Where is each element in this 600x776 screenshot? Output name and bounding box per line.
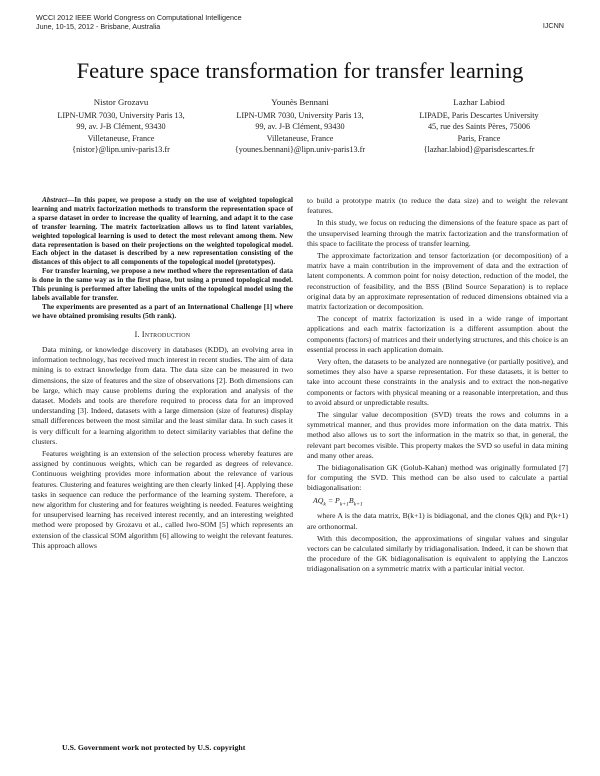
body-paragraph: Very often, the datasets to be analyzed are nonnegative (or partially positive), and sometimes they also have a sparse representation. For these datasets, it is better to take into account these constraints in the analysis and to extract the non-negative components or factors with physical meaning or a reasonable interpretation, and thus to avoid absurd or unpredictable results. [307, 357, 568, 407]
body-paragraph: to build a prototype matrix (to reduce the data size) and to weight the relevant features. [307, 196, 568, 216]
author-city: Paris, France [457, 133, 501, 143]
author-address: 99, av. J-B Clément, 93430 [255, 122, 345, 132]
author-list [32, 97, 568, 156]
body-paragraph: The concept of matrix factorization is used in a wide range of important applications and each matrix factorization is a different assumption about the components (factors) of matrices and their underlying structures, and this choice is an essential process in each application domain. [307, 314, 568, 354]
author-name: Nistor Grozavu [93, 97, 149, 107]
section-heading: I. Introduction [134, 329, 191, 339]
body-paragraph: In this study, we focus on reducing the dimensions of the feature space as part of the unsupervised learning through the matrix factorization and the transformation of this space to facilitate the process of transfer learning. [307, 218, 568, 248]
body-paragraph: where A is the data matrix, B(k+1) is bidiagonal, and the clones Q(k) and P(k+1) are orthonormal. [307, 511, 568, 531]
author-address: 45, rue des Saints Pères, 75006 [427, 122, 531, 132]
body-paragraph: Features weighting is an extension of the selection process whereby features are assigned by continuous weights, which can be regarded as degrees of relevance. Continuous weighting provides more information about the relevance of various features. Clustering and features weighting are then clearly linked [4]. Applying these tasks in sequence can reduce the performance of the learning system. Therefore, a new algorithm for clustering and for features weighting is needed. Features weighting for unsupervised learning has received interest recently, and an interesting weighted method were proposed by Grozavu et al., called lwo-SOM [5] which represents an extension of the classical SOM algorithm [6] allowing to weight the relevant features. This approach allows [32, 448, 293, 550]
right-column [307, 196, 568, 577]
conference-header [36, 14, 336, 31]
introduction-body [32, 345, 293, 551]
abstract-paragraph: Abstract—In this paper, we propose a study on the use of weighted topological learning and matrix factorization methods to transform the representation space of a sparse dataset in order to increase the quality of learning, and adapt it to the case of transfer learning. The matrix factorization allows us to find latent variables, weighted topological learning is used to detect the most relevant among them. New data representation is based on their projections on the weighted topological model. Each object in the dataset is described by a new representation consisting of the distances of this object to all components of the topological model (prototypes). [32, 196, 293, 267]
author-name: Younès Bennani [271, 97, 329, 107]
body-paragraph: Data mining, or knowledge discovery in databases (KDD), an evolving area in information technology, has received much interest in recent studies. The aim of data mining is to extract knowledge from data. The data size can be measured in two dimensions, the size of features and the size of observations [2]. Both dimensions can be large, which may cause problems during the exploration and analysis of the dataset. Models and tools are therefore required to process data for an improved understanding [3]. Indeed, datasets with a large dimension (size of features) display small differences between the most similar and the least similar data. In such cases it is very difficult for a learning algorithm to detect similarity variables that define the clusters. [32, 344, 293, 446]
author-city: Villetaneuse, France [87, 133, 155, 143]
author-affiliation: LIPN-UMR 7030, University Paris 13, [236, 110, 364, 120]
abstract-paragraph: The experiments are presented as a part of an International Challenge [1] where we have obtained promising results (5th rank). [32, 302, 293, 320]
track-label: IJCNN [542, 21, 564, 30]
equation: $AQ_k = P_{k+1}B_{k+1}$ [313, 495, 363, 508]
author-address: 99, av. J-B Clément, 93430 [76, 122, 166, 132]
abstract [32, 196, 293, 321]
body-paragraph: With this decomposition, the approximations of singular values and singular vectors can be calculated similarly by tridiagonalisation. Indeed, it can be shown that the procedure of the GK bidiagonalisation is equivalent to applying the Lanczos tridiagonalisation on a symmetric matrix with a particular initial vector. [307, 533, 568, 574]
author-name: Lazhar Labiod [453, 97, 505, 107]
abstract-paragraph: For transfer learning, we propose a new method where the representation of data is done in the same way as in the first phase, but using a pruned topological model. This pruning is performed after labeling the units of the topological model using the labels available for transfer. [32, 267, 293, 302]
author-affiliation: LIPN-UMR 7030, University Paris 13, [57, 110, 185, 120]
conference-name: WCCI 2012 IEEE World Congress on Computational Intelligence [36, 13, 242, 22]
left-column [32, 196, 293, 553]
body-paragraph: The singular value decomposition (SVD) treats the rows and columns in a symmetrical manner, and thus provides more information on the data matrix. This method also allows us to sort the information in the matrix so that, in general, the relevant part becomes visible. This property makes the SVD so useful in data mining and many other areas. [307, 410, 568, 460]
copyright-footer: U.S. Government work not protected by U.S. copyright [62, 743, 246, 752]
abstract-label: Abstract [42, 196, 67, 204]
author-email: {lazhar.labiod}@parisdescartes.fr [423, 145, 535, 155]
body-paragraph: The approximate factorization and tensor factorization (or decomposition) of a matrix have a main contribution in the improvement of data and the extraction of latent components. A common point for noisy detection, reduction of the model, the reconstruction of feasibility, and the BSS (Blind Source Separation) is to replace original data by an approximate representation of reduced dimensions obtained via a matrix factorization or decomposition. [307, 251, 568, 312]
author-block [390, 97, 568, 156]
introduction-body-continued [307, 196, 568, 575]
author-email: {younes.bennani}@lipn.univ-paris13.fr [234, 145, 366, 155]
author-city: Villetaneuse, France [266, 133, 334, 143]
conference-date: June, 10-15, 2012 - Brisbane, Australia [36, 21, 161, 31]
author-email: {nistor}@lipn.univ-paris13.fr [72, 145, 170, 155]
author-affiliation: LIPADE, Paris Descartes University [419, 110, 539, 120]
paper-title: Feature space transformation for transfer learning [76, 58, 524, 83]
author-block [211, 97, 389, 156]
author-block [32, 97, 210, 156]
body-paragraph: The bidiagonalisation GK (Golub-Kahan) method was originally formulated [7] for computing the SVD. This method can be also used to calculate a partial bidiagonalisation: [307, 463, 568, 493]
